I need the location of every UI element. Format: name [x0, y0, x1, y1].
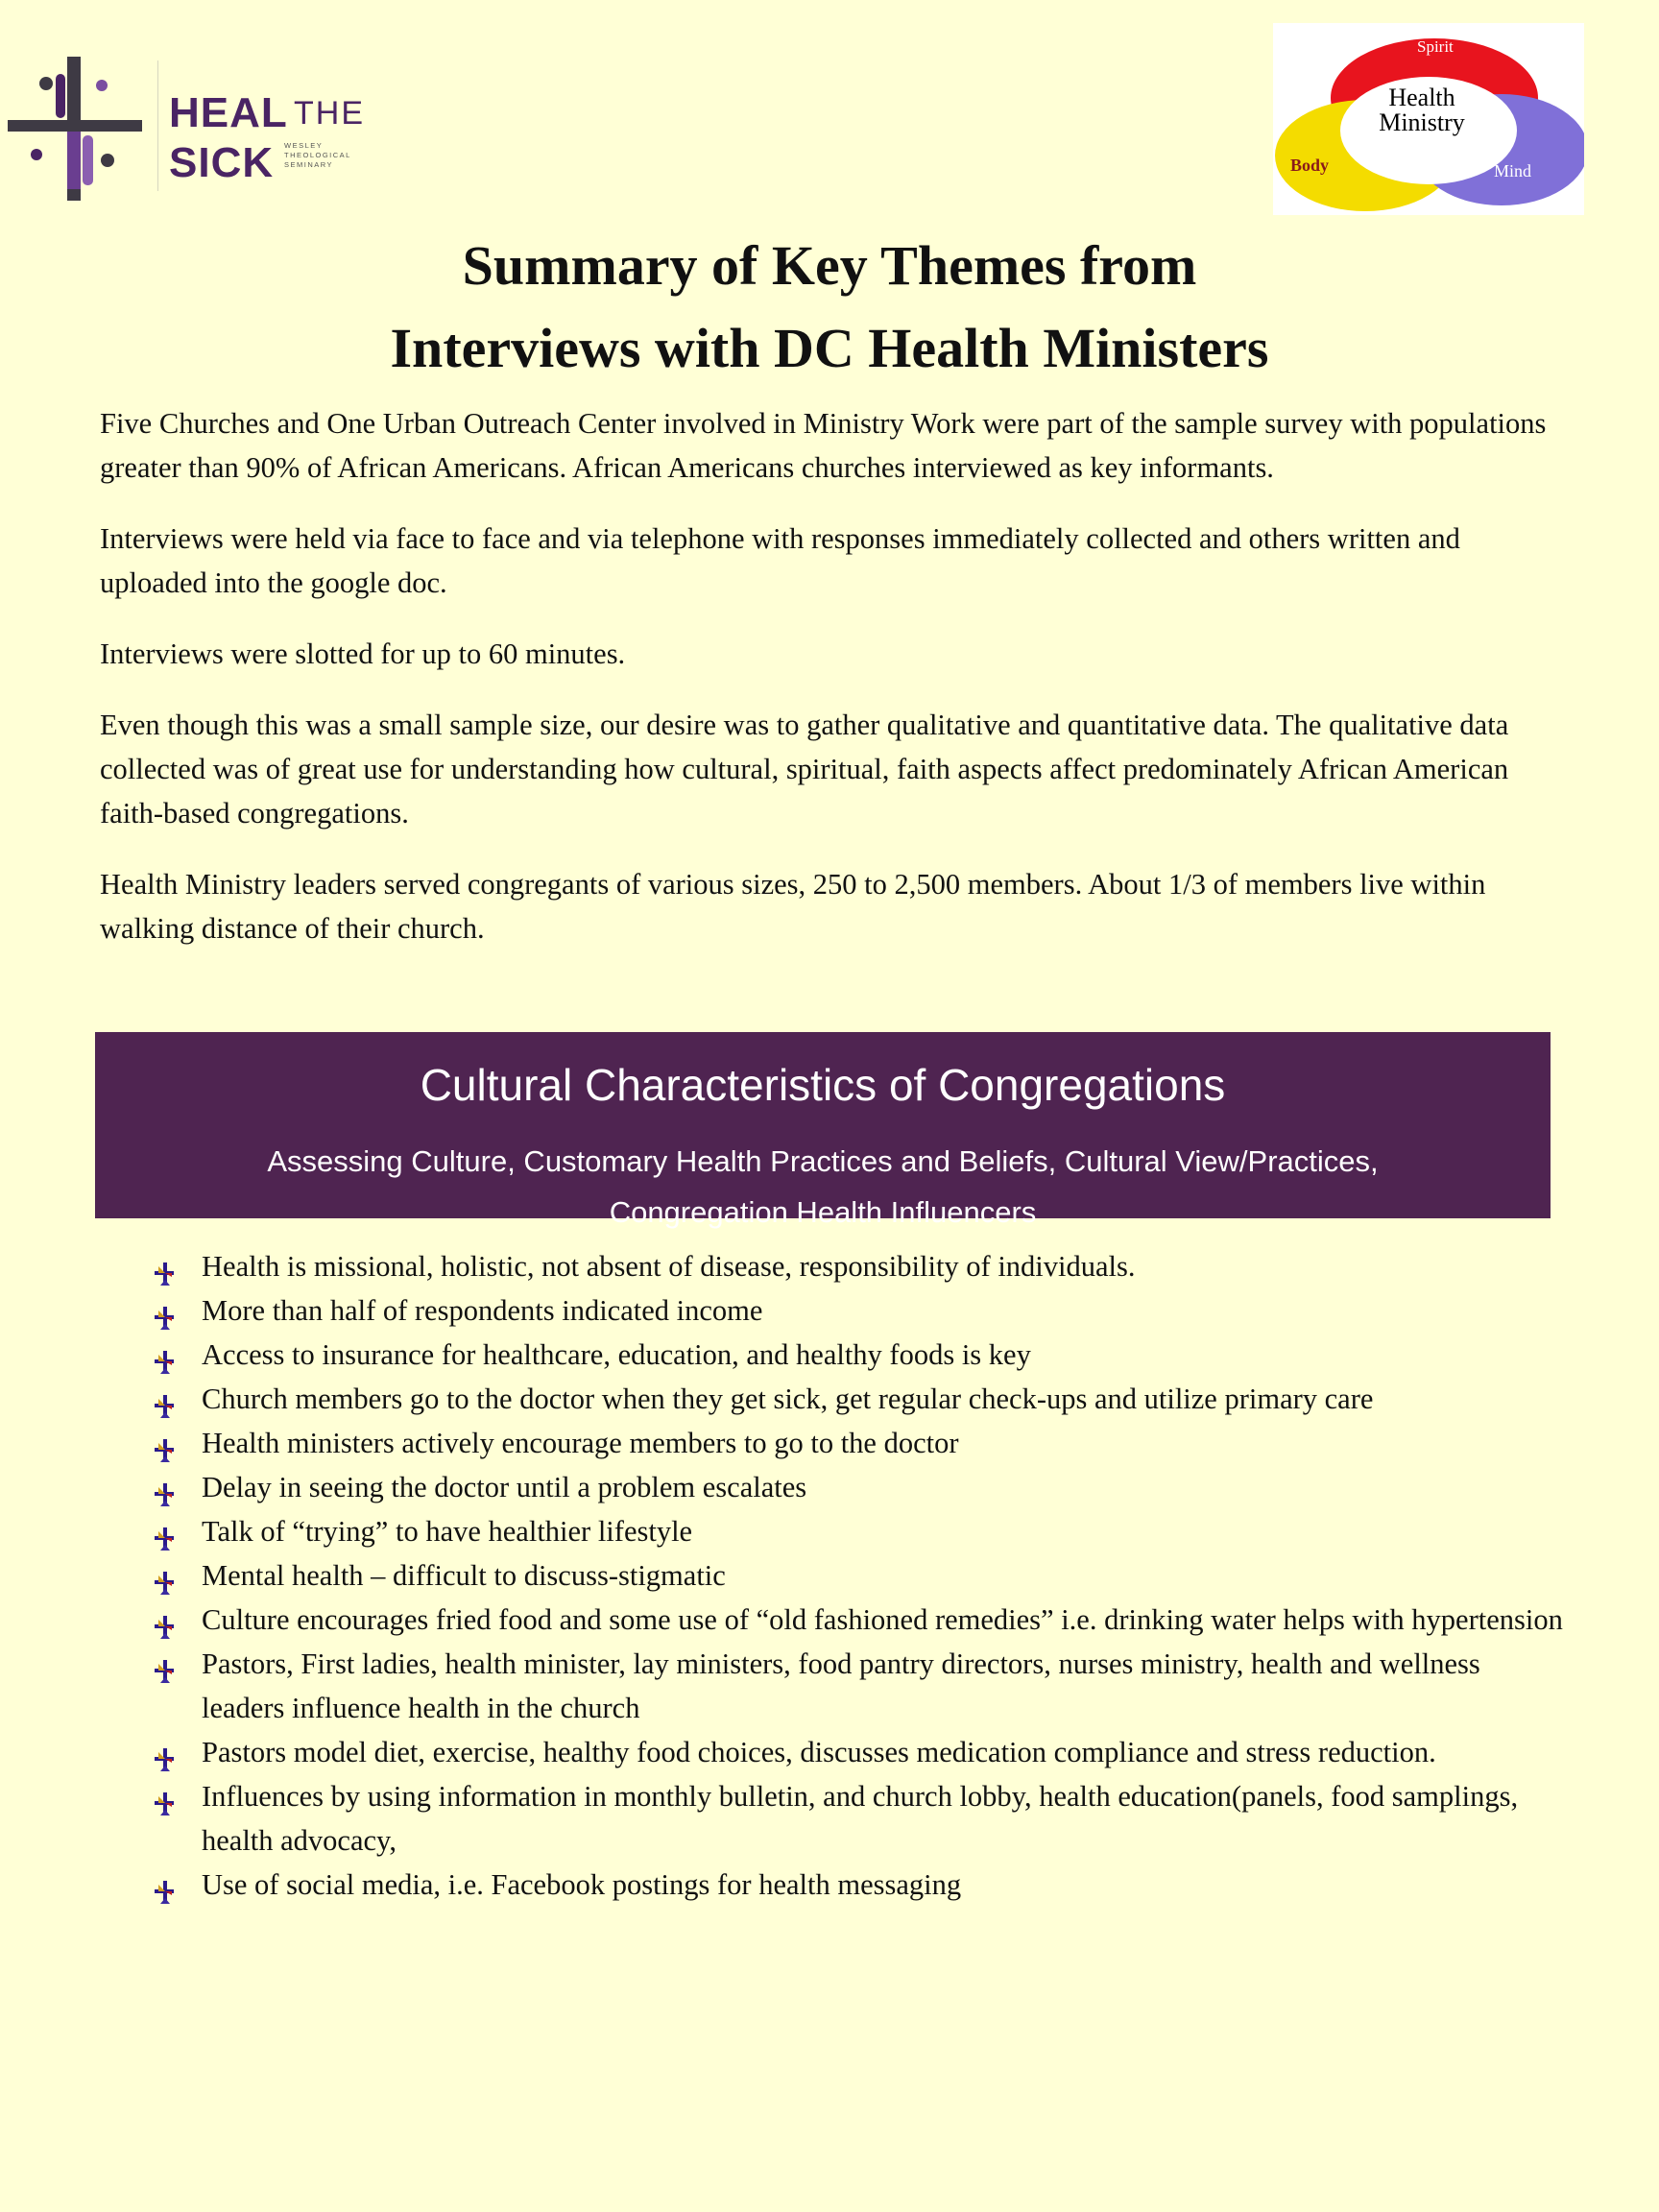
- list-item: [149, 1598, 1570, 1642]
- list-item: [149, 1774, 1570, 1863]
- banner-title: Cultural Characteristics of Congregations: [420, 1060, 1226, 1110]
- arrow-bullet-icon: [153, 1872, 178, 1897]
- title-line-2: Interviews with DC Health Ministers: [390, 317, 1269, 379]
- arrow-bullet-icon: [153, 1254, 178, 1279]
- list-item-text: Talk of “trying” to have healthier lifestyle: [202, 1515, 693, 1548]
- arrow-bullet-icon: [153, 1342, 178, 1367]
- list-item-text: Health is missional, holistic, not absent of disease, responsibility of individuals.: [202, 1250, 1136, 1283]
- section-banner: [95, 1032, 1551, 1229]
- list-item-text: Church members go to the doctor when they get sick, get regular check-ups and utilize primary care: [202, 1382, 1374, 1415]
- list-item: [149, 1421, 1570, 1465]
- list-item-text: Culture encourages fried food and some use of “old fashioned remedies” i.e. drinking water helps with hypertension: [202, 1603, 1563, 1636]
- arrow-bullet-icon: [153, 1651, 178, 1676]
- banner-subtitle: Assessing Culture, Customary Health Practices and Beliefs, Cultural View/Practices, Congregation Health Influencers: [267, 1144, 1379, 1229]
- intro-paragraph: Even though this was a small sample size, our desire was to gather qualitative and quantitative data. The qualitative data collected was of great use for understanding how cultural, spiritual, faith aspects affect predominately African American faith-based congregations.: [100, 709, 1509, 830]
- arrow-bullet-icon: [153, 1386, 178, 1411]
- logo-word-the: THE: [294, 95, 365, 132]
- intro-paragraph: Interviews were slotted for up to 60 minutes.: [100, 637, 626, 670]
- venn-center-line-2: Ministry: [1379, 108, 1465, 136]
- logo-seminary: [284, 141, 351, 170]
- logo-divider: [157, 60, 158, 191]
- list-item: [149, 1642, 1570, 1730]
- venn-label-body: Body: [1290, 156, 1330, 175]
- arrow-bullet-icon: [153, 1784, 178, 1809]
- venn-label-mind: Mind: [1494, 161, 1532, 180]
- intro-paragraph: Five Churches and One Urban Outreach Center involved in Ministry Work were part of the sample survey with populations greater than 90% of African Americans. African Americans churches interviewed as key informants.: [100, 407, 1547, 484]
- venn-center-line-1: Health: [1388, 84, 1455, 111]
- list-item: [149, 1509, 1570, 1553]
- intro-paragraph: Interviews were held via face to face and via telephone with responses immediately collected and others written and uploaded into the google doc.: [100, 522, 1460, 599]
- health-ministry-logo: [1273, 23, 1584, 215]
- venn-diagram-icon: [1273, 23, 1584, 215]
- list-item-text: Influences by using information in monthly bulletin, and church lobby, health education(panels, food samplings, health advocacy,: [202, 1780, 1519, 1857]
- logo-word-heal: HEAL: [169, 89, 288, 136]
- seminary-line-3: SEMINARY: [284, 160, 334, 169]
- list-item-text: Use of social media, i.e. Facebook postings for health messaging: [202, 1868, 962, 1901]
- list-item-text: Mental health – difficult to discuss-stigmatic: [202, 1559, 726, 1592]
- seminary-line-2: THEOLOGICAL: [284, 151, 351, 159]
- arrow-bullet-icon: [153, 1519, 178, 1544]
- list-item: [149, 1553, 1570, 1598]
- list-item-text: Delay in seeing the doctor until a problem escalates: [202, 1471, 807, 1503]
- intro-paragraph: Health Ministry leaders served congregants of various sizes, 250 to 2,500 members. About 1/3 of members live within walking distance of their church.: [100, 868, 1486, 945]
- list-item: [149, 1244, 1570, 1288]
- list-item: [149, 1863, 1570, 1907]
- list-item: [149, 1377, 1570, 1421]
- cross-icon: [8, 53, 152, 206]
- page-title: [0, 225, 1659, 390]
- arrow-bullet-icon: [153, 1607, 178, 1632]
- arrow-bullet-icon: [153, 1563, 178, 1588]
- list-item: [149, 1465, 1570, 1509]
- seminary-line-1: WESLEY: [284, 141, 324, 150]
- title-line-1: Summary of Key Themes from: [462, 234, 1197, 297]
- theme-list: [149, 1244, 1570, 1907]
- heal-the-sick-logo: [8, 53, 365, 206]
- logo-word-sick: SICK: [169, 139, 275, 186]
- arrow-bullet-icon: [153, 1431, 178, 1455]
- intro-section: [100, 401, 1559, 977]
- list-item-text: More than half of respondents indicated income: [202, 1294, 763, 1327]
- arrow-bullet-icon: [153, 1298, 178, 1323]
- list-item-text: Pastors model diet, exercise, healthy food choices, discusses medication compliance and stress reduction.: [202, 1736, 1436, 1768]
- list-item: [149, 1288, 1570, 1333]
- list-item-text: Health ministers actively encourage members to go to the doctor: [202, 1427, 959, 1459]
- list-item-text: Access to insurance for healthcare, education, and healthy foods is key: [202, 1338, 1031, 1371]
- arrow-bullet-icon: [153, 1475, 178, 1500]
- venn-label-spirit: Spirit: [1417, 37, 1454, 56]
- arrow-bullet-icon: [153, 1740, 178, 1765]
- list-item: [149, 1730, 1570, 1774]
- list-item: [149, 1333, 1570, 1377]
- list-item-text: Pastors, First ladies, health minister, lay ministers, food pantry directors, nurses ministry, health and wellness leaders influence health in the church: [202, 1647, 1480, 1724]
